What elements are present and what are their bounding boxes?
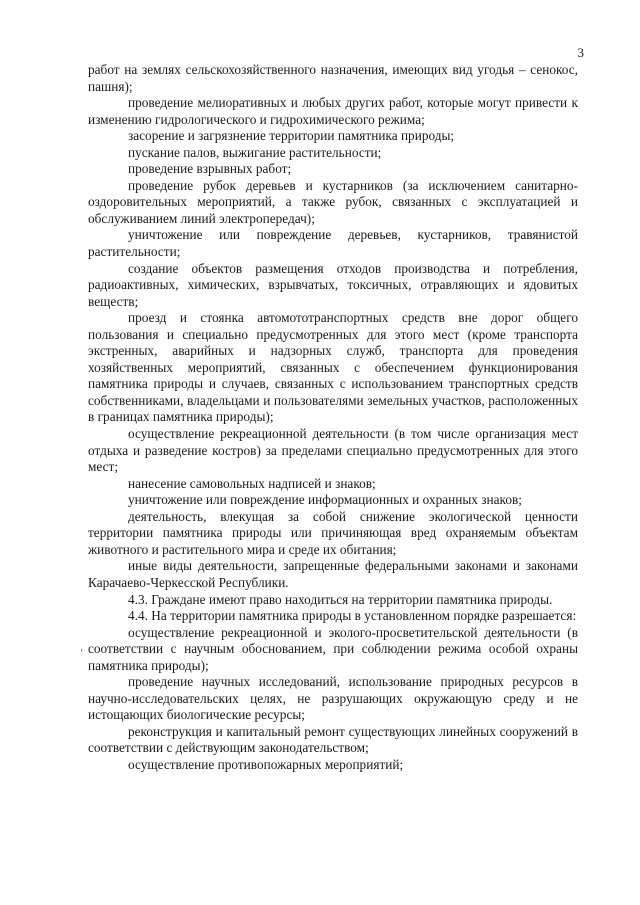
paragraph: проведение мелиоративных и любых других работ, которые могут привести к изменению гидрологического и гидрохимического режима; [88,95,578,127]
paragraph: реконструкция и капитальный ремонт существующих линейных сооружений в соответствии с действующим законодательством; [88,723,578,756]
paragraph: уничтожение или повреждение информационных и охранных знаков; [128,492,522,508]
paragraph: осуществление рекреационной и эколого-просветительской деятельности (в соответствии с научным обоснованием, при соблюдении режима особой охраны памятника природы); [88,624,578,673]
scan-speck: ʻ [80,648,84,659]
paragraph: осуществление противопожарных мероприятий; [128,756,404,772]
paragraph: проезд и стоянка автомототранспортных средств вне дорог общего пользования и специально предусмотренных для этого мест (кроме транспорта экстренных, аварийных и надзорных служб, транспорта для проведения хозяйственных мероприятий, связанных с обеспечением функционирования памятника природы и случаев, связанных с использованием транспортных средств собственниками, владельцами и пользователями земельных участков, расположенных в границах памятника природы); [88,310,578,425]
paragraph: проведение взрывных работ; [128,161,292,177]
paragraph: нанесение самовольных надписей и знаков; [128,475,376,491]
paragraph: иные виды деятельности, запрещенные федеральными законами и законами Карачаево-Черкесской Республики. [88,558,578,590]
paragraph: проведение научных исследований, использование природных ресурсов в научно-исследовательских целях, не разрушающих окружающую среду и не истощающих биологические ресурсы; [88,674,578,723]
paragraph: создание объектов размещения отходов производства и потребления, радиоактивных, химических, взрывчатых, токсичных, отравляющих и ядовитых веществ; [88,260,578,309]
paragraph: засорение и загрязнение территории памятника природы; [128,128,455,144]
paragraph: проведение рубок деревьев и кустарников (за исключением санитарно-оздоровительных мероприятий, а также рубок, связанных с эксплуатацией и обслуживанием линий электропередач); [88,177,578,226]
paragraph: пускание палов, выжигание растительности; [128,144,382,160]
paragraph: осуществление рекреационной деятельности (в том числе организация мест отдыха и разведение костров) за пределами специально предусмотренных для этого мест; [88,426,578,475]
section-paragraph: 4.4. На территории памятника природы в установленном порядке разрешается: [128,608,577,624]
paragraph: уничтожение или повреждение деревьев, кустарников, травянистой растительности; [88,227,578,260]
page-number: 3 [577,45,584,60]
section-paragraph: 4.3. Граждане имеют право находиться на территории памятника природы. [128,591,553,607]
paragraph: деятельность, влекущая за собой снижение экологической ценности территории памятника природы или причиняющая вред охраняемым объектам животного и растительного мира и среде их обитания; [88,508,578,557]
paragraph: работ на землях сельскохозяйственного назначения, имеющих вид угодья – сенокос, пашня); [88,62,578,94]
document-body [88,62,578,774]
